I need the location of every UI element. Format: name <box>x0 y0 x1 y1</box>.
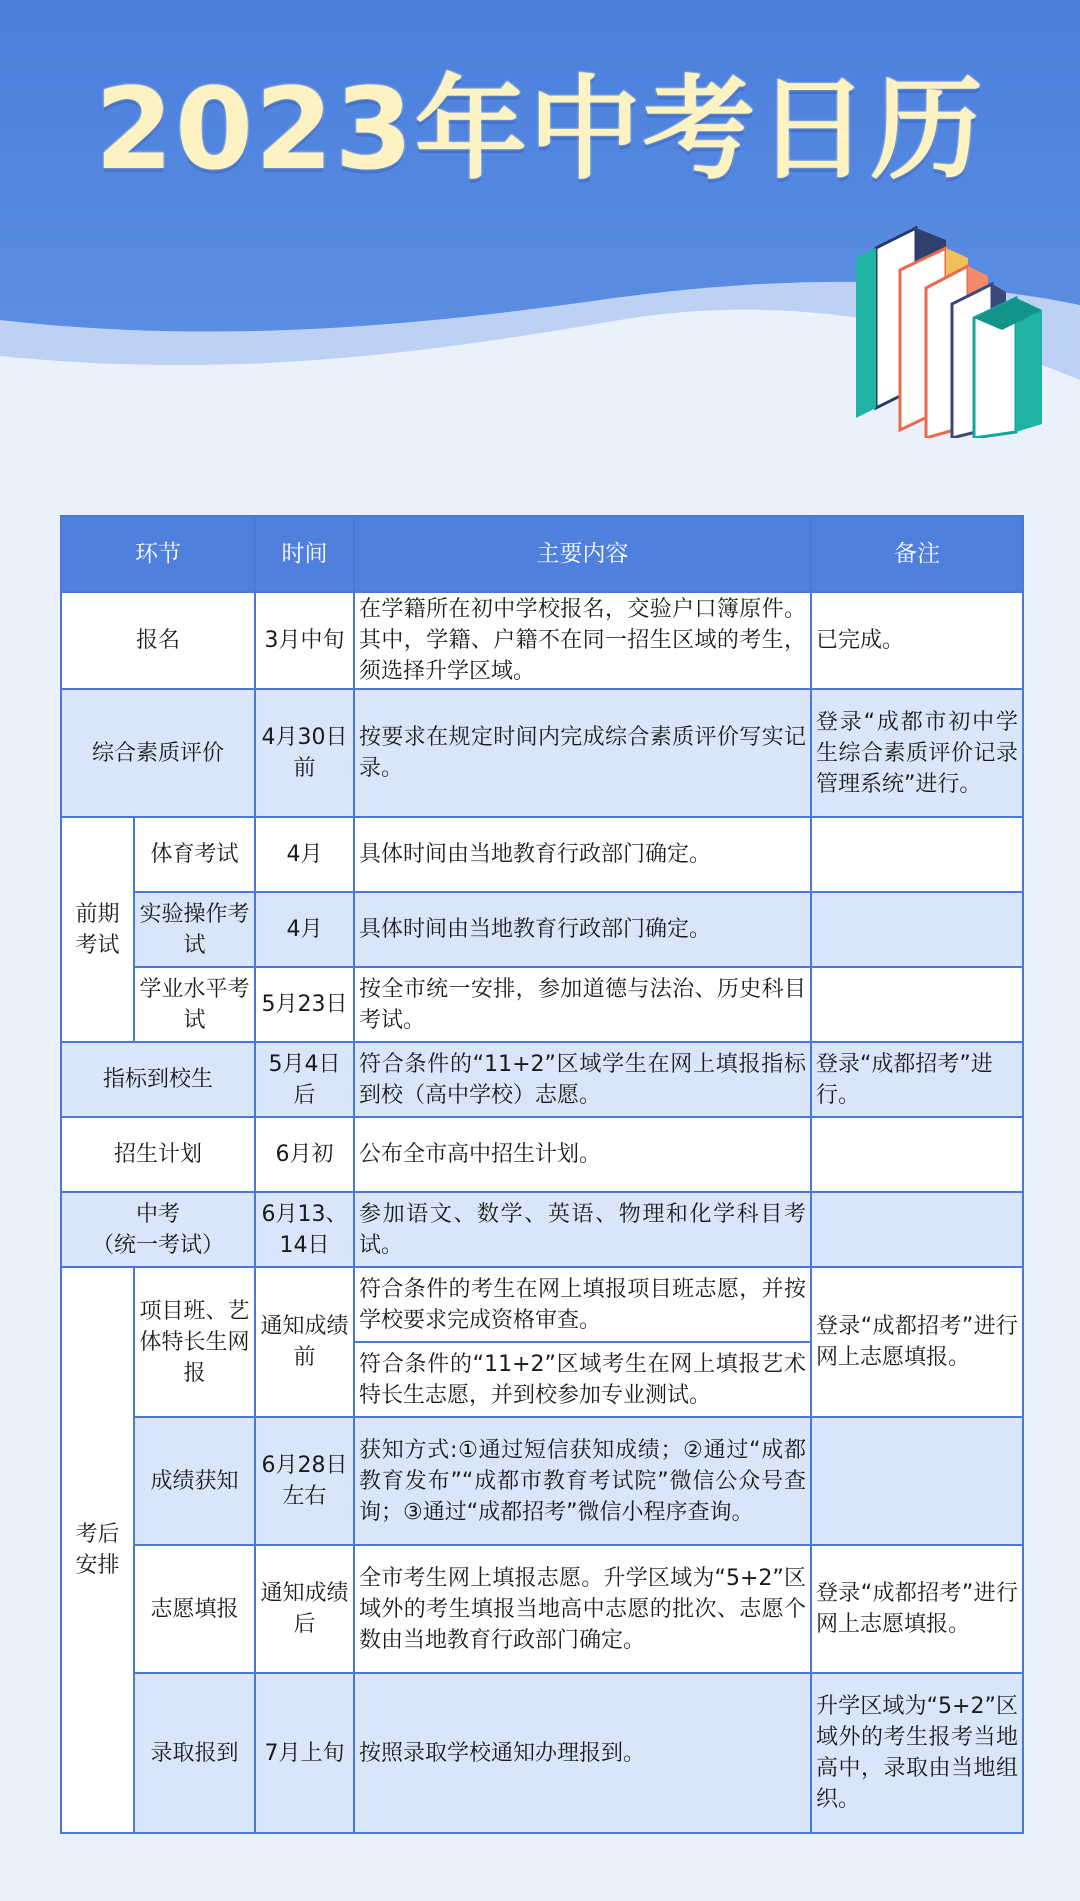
table-row <box>61 967 1023 1042</box>
content-cell: 符合条件的“11+2”区域学生在网上填报指标到校（高中学校）志愿。 <box>354 1042 811 1117</box>
stage-cell: 招生计划 <box>61 1117 255 1192</box>
header-time: 时间 <box>255 516 354 592</box>
note-cell <box>811 967 1023 1042</box>
header-note: 备注 <box>811 516 1023 592</box>
content-cell: 具体时间由当地教育行政部门确定。 <box>354 892 811 967</box>
page-title: 2023年中考日历 <box>95 65 985 195</box>
time-cell: 4月 <box>255 892 354 967</box>
table-row <box>61 592 1023 689</box>
stage-cell: 体育考试 <box>134 817 255 892</box>
stage-cell: 报名 <box>61 592 255 689</box>
note-cell <box>811 1192 1023 1267</box>
content-cell: 符合条件的考生在网上填报项目班志愿，并按学校要求完成资格审查。 <box>354 1267 811 1342</box>
time-cell: 6月13、14日 <box>255 1192 354 1267</box>
stage-cell: 录取报到 <box>134 1673 255 1833</box>
stage-cell <box>61 1192 255 1267</box>
books-icon <box>856 218 1046 438</box>
content-cell: 参加语文、数学、英语、物理和化学科目考试。 <box>354 1192 811 1267</box>
table-row <box>61 1117 1023 1192</box>
table-row <box>61 1042 1023 1117</box>
table-row <box>61 892 1023 967</box>
time-cell: 5月23日 <box>255 967 354 1042</box>
content-cell: 具体时间由当地教育行政部门确定。 <box>354 817 811 892</box>
stage-cell: 志愿填报 <box>134 1545 255 1673</box>
time-cell: 7月上旬 <box>255 1673 354 1833</box>
time-cell: 通知成绩前 <box>255 1267 354 1417</box>
stage-cell: 综合素质评价 <box>61 689 255 817</box>
table-row <box>61 1267 1023 1342</box>
content-cell: 按全市统一安排，参加道德与法治、历史科目考试。 <box>354 967 811 1042</box>
content-cell: 全市考生网上填报志愿。升学区域为“5+2”区域外的考生填报当地高中志愿的批次、志愿个数由当地教育行政部门确定。 <box>354 1545 811 1673</box>
table-row <box>61 817 1023 892</box>
stage-line: 中考 <box>135 1201 180 1227</box>
exam-calendar-table <box>60 515 1024 1834</box>
time-cell: 4月 <box>255 817 354 892</box>
content-cell: 按照录取学校通知办理报到。 <box>354 1673 811 1833</box>
note-cell: 登录“成都招考”进行。 <box>811 1042 1023 1117</box>
stage-cell: 成绩获知 <box>134 1417 255 1545</box>
stage-line: （统一考试） <box>91 1232 224 1258</box>
note-cell: 登录“成都招考”进行网上志愿填报。 <box>811 1267 1023 1417</box>
time-cell: 通知成绩后 <box>255 1545 354 1673</box>
stage-cell: 项目班、艺体特长生网报 <box>134 1267 255 1417</box>
time-cell: 5月4日后 <box>255 1042 354 1117</box>
note-cell: 升学区域为“5+2”区域外的考生报考当地高中，录取由当地组织。 <box>811 1673 1023 1833</box>
table-row <box>61 1545 1023 1673</box>
content-cell: 公布全市高中招生计划。 <box>354 1117 811 1192</box>
table-row <box>61 689 1023 817</box>
content-cell: 获知方式:①通过短信获知成绩；②通过“成都教育发布”“成都市教育考试院”微信公众号查询；③通过“成都招考”微信小程序查询。 <box>354 1417 811 1545</box>
header-content: 主要内容 <box>354 516 811 592</box>
content-cell: 在学籍所在初中学校报名，交验户口簿原件。其中，学籍、户籍不在同一招生区域的考生，须选择升学区域。 <box>354 592 811 689</box>
time-cell: 6月初 <box>255 1117 354 1192</box>
stage-cell: 实验操作考试 <box>134 892 255 967</box>
content-cell: 符合条件的“11+2”区域考生在网上填报艺术特长生志愿，并到校参加专业测试。 <box>354 1342 811 1417</box>
table-row <box>61 1192 1023 1267</box>
time-cell: 4月30日前 <box>255 689 354 817</box>
stage-cell: 学业水平考试 <box>134 967 255 1042</box>
group-cell-kaohou: 考后安排 <box>61 1267 134 1833</box>
note-cell <box>811 892 1023 967</box>
content-cell: 按要求在规定时间内完成综合素质评价写实记录。 <box>354 689 811 817</box>
table-header-row <box>61 516 1023 592</box>
group-cell-qianqi: 前期考试 <box>61 817 134 1042</box>
note-cell <box>811 817 1023 892</box>
stage-cell: 指标到校生 <box>61 1042 255 1117</box>
time-cell: 6月28日左右 <box>255 1417 354 1545</box>
note-cell: 登录“成都市初中学生综合素质评价记录管理系统”进行。 <box>811 689 1023 817</box>
note-cell <box>811 1117 1023 1192</box>
header-stage: 环节 <box>61 516 255 592</box>
note-cell <box>811 1417 1023 1545</box>
note-cell: 登录“成都招考”进行网上志愿填报。 <box>811 1545 1023 1673</box>
table-row <box>61 1673 1023 1833</box>
note-cell: 已完成。 <box>811 592 1023 689</box>
time-cell: 3月中旬 <box>255 592 354 689</box>
table-row <box>61 1417 1023 1545</box>
